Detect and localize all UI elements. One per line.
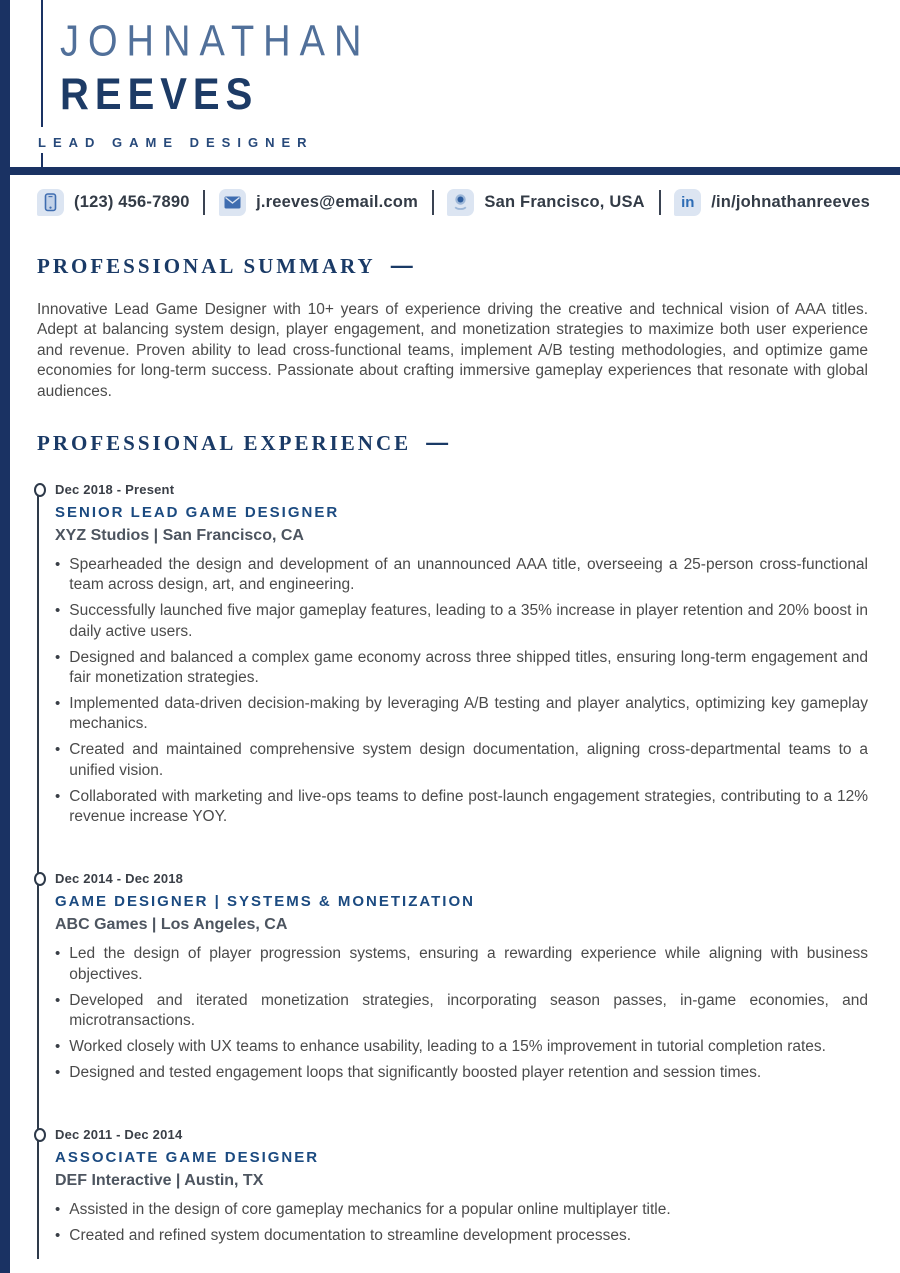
bullet-glyph: • <box>55 991 61 1009</box>
timeline-marker <box>34 483 46 497</box>
job-title: SENIOR LEAD GAME DESIGNER <box>55 504 340 522</box>
heading-dash: — <box>426 430 449 456</box>
bullet-glyph: • <box>55 1201 61 1219</box>
experience-heading-label: PROFESSIONAL EXPERIENCE <box>37 430 412 455</box>
bullet-item <box>55 944 868 985</box>
bullet-item <box>55 648 868 689</box>
summary-heading <box>37 253 868 279</box>
job-bullets <box>55 944 868 1083</box>
bullet-item <box>55 740 868 781</box>
bullet-glyph: • <box>55 741 61 759</box>
bullet-item <box>55 1226 868 1246</box>
bullet-item <box>55 1063 868 1083</box>
bullet-text: Spearheaded the design and development of an unannounced AAA title, overseeing a 25-person cross-functional team across design, art, and engineering. <box>69 556 868 594</box>
job-company: ABC Games | Los Angeles, CA <box>55 916 288 934</box>
location-text: San Francisco, USA <box>484 192 645 211</box>
job-entry <box>37 482 868 827</box>
bullet-text: Designed and tested engagement loops that significantly boosted player retention and session times. <box>69 1063 762 1081</box>
summary-text: Innovative Lead Game Designer with 10+ years of experience driving the creative and technical vision of AAA titles. Adept at balancing system design, player engagement, and monetization strategies to maximize both user experience and revenue. Proven ability to lead cross-functional teams, implement A/B testing methodologies, and optimize game economies for long-term success. Passionate about crafting immersive gameplay experiences that resonate with global audiences. <box>37 301 868 400</box>
job-entry <box>37 871 868 1083</box>
bullet-glyph: • <box>55 556 61 574</box>
experience-timeline <box>37 482 868 1247</box>
job-title: GAME DESIGNER | SYSTEMS & MONETIZATION <box>55 893 475 911</box>
bullet-text: Worked closely with UX teams to enhance usability, leading to a 15% improvement in tutorial completion rates. <box>69 1038 826 1056</box>
bullet-text: Led the design of player progression systems, ensuring a rewarding experience while aligning with business objectives. <box>69 945 868 983</box>
bullet-item <box>55 555 868 596</box>
summary-heading-label: PROFESSIONAL SUMMARY <box>37 253 376 278</box>
bullet-text: Implemented data-driven decision-making by leveraging A/B testing and player analytics, optimizing key gameplay mechanics. <box>69 694 868 733</box>
job-bullets <box>55 1200 868 1246</box>
phone-number: (123) 456-7890 <box>74 192 190 211</box>
bullet-glyph: • <box>55 787 61 805</box>
heading-dash: — <box>390 253 413 278</box>
job-bullets <box>55 555 868 827</box>
bullet-glyph: • <box>55 694 61 712</box>
bullet-glyph: • <box>55 648 61 666</box>
job-company: XYZ Studios | San Francisco, CA <box>55 527 304 545</box>
job-dates: Dec 2014 - Dec 2018 <box>55 871 184 887</box>
email-address: j.reeves@email.com <box>256 192 418 211</box>
bullet-text: Assisted in the design of core gameplay mechanics for a popular online multiplayer title. <box>69 1201 671 1219</box>
bullet-item <box>55 1037 868 1057</box>
bullet-text: Collaborated with marketing and live-ops teams to define post-launch engagement strategies, contributing to a 12% revenue increase YOY. <box>69 787 868 825</box>
linkedin-icon: in <box>674 189 701 216</box>
timeline-marker <box>34 1128 46 1142</box>
bullet-item <box>55 991 868 1032</box>
summary-section <box>37 253 868 402</box>
job-dates: Dec 2018 - Present <box>55 482 175 498</box>
bullet-text: Created and refined system documentation to streamline development processes. <box>69 1227 632 1245</box>
bullet-item <box>55 1200 868 1220</box>
linkedin-handle: /in/johnathanreeves <box>711 192 870 211</box>
resume-body <box>37 0 868 1252</box>
bullet-text: Designed and balanced a complex game economy across three shipped titles, ensuring long-term engagement and fair monetization strategies. <box>69 648 868 687</box>
bullet-glyph: • <box>55 1063 61 1081</box>
bullet-item <box>55 787 868 828</box>
job-entry <box>37 1127 868 1246</box>
job-dates: Dec 2011 - Dec 2014 <box>55 1127 183 1143</box>
bullet-text: Successfully launched five major gameplay features, leading to a 35% increase in player retention and 20% boost in daily active users. <box>69 602 868 640</box>
job-company: DEF Interactive | Austin, TX <box>55 1172 264 1190</box>
bullet-text: Developed and iterated monetization strategies, incorporating season passes, in-game economies, and microtransactions. <box>69 991 868 1030</box>
bullet-glyph: • <box>55 602 61 620</box>
bullet-glyph: • <box>55 1038 61 1056</box>
experience-heading <box>37 430 868 456</box>
last-name: REEVES <box>60 69 259 120</box>
job-title: ASSOCIATE GAME DESIGNER <box>55 1149 320 1167</box>
bullet-text: Created and maintained comprehensive system design documentation, aligning cross-departmental teams to a unified vision. <box>69 741 868 779</box>
experience-section <box>37 430 868 1247</box>
bullet-glyph: • <box>55 945 61 963</box>
page-accent-bar <box>0 0 10 1273</box>
bullet-glyph: • <box>55 1227 61 1245</box>
timeline-marker <box>34 872 46 886</box>
first-name: JOHNATHAN <box>60 17 371 66</box>
bullet-item <box>55 694 868 735</box>
role-title: LEAD GAME DESIGNER <box>38 135 314 150</box>
bullet-item <box>55 601 868 642</box>
